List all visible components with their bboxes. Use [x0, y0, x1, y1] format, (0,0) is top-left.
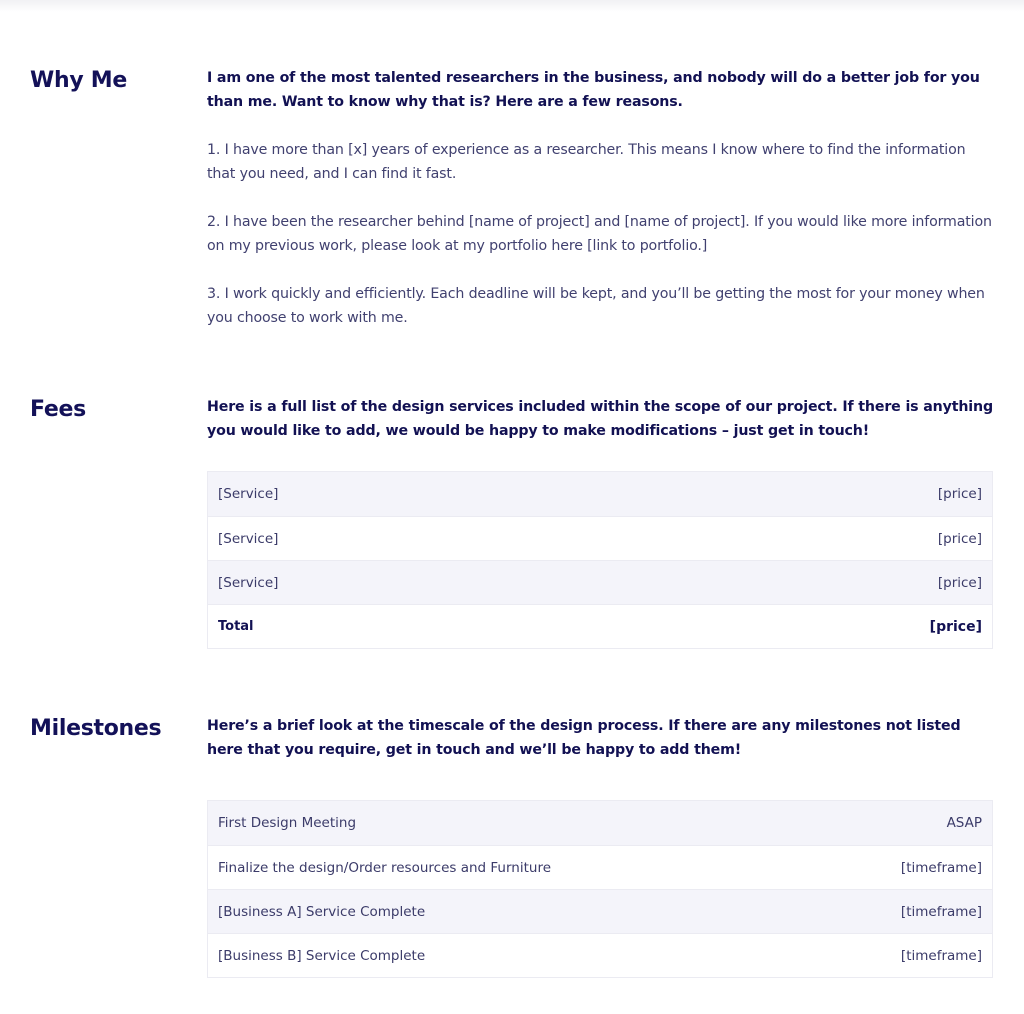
- table-row: [208, 516, 992, 560]
- milestone-timeframe: [timeframe]: [900, 903, 982, 920]
- fees-heading: Fees: [30, 397, 86, 422]
- why-me-heading: Why Me: [30, 68, 127, 93]
- service-price: [price]: [937, 530, 982, 547]
- why-me-content: [207, 66, 993, 330]
- table-row: [208, 801, 992, 845]
- fees-content: [207, 395, 993, 443]
- milestone-label: Finalize the design/Order resources and Furniture: [218, 859, 551, 876]
- service-label: [Service]: [218, 486, 279, 502]
- milestones-table: [207, 800, 993, 978]
- total-price: [price]: [929, 618, 982, 635]
- milestones-content: [207, 714, 993, 762]
- milestone-timeframe: [timeframe]: [900, 859, 982, 876]
- fees-lead: Here is a full list of the design services included within the scope of our project. If there is anything you would like to add, we would be happy to make modifications – just get in touch!: [207, 399, 993, 439]
- why-me-point-3: 3. I work quickly and efficiently. Each deadline will be kept, and you’ll be getting the most for your money when you choose to work with me.: [207, 286, 985, 326]
- table-row: [208, 933, 992, 977]
- service-price: [price]: [937, 486, 982, 502]
- milestones-heading: Milestones: [30, 716, 162, 741]
- total-row: [208, 604, 992, 648]
- milestone-label: [Business A] Service Complete: [218, 903, 426, 920]
- top-edge-shadow: [0, 0, 1024, 12]
- why-me-lead: I am one of the most talented researchers in the business, and nobody will do a better job for you than me. Want to know why that is? Here are a few reasons.: [207, 70, 980, 110]
- milestone-timeframe: ASAP: [946, 815, 982, 831]
- table-row: [208, 889, 992, 933]
- milestone-timeframe: [timeframe]: [900, 947, 982, 964]
- fees-table: [207, 471, 993, 649]
- service-price: [price]: [937, 574, 982, 591]
- service-label: [Service]: [218, 530, 279, 547]
- table-row: [208, 845, 992, 889]
- service-label: [Service]: [218, 574, 279, 591]
- why-me-point-1: 1. I have more than [x] years of experience as a researcher. This means I know where to find the information that you need, and I can find it fast.: [207, 142, 966, 182]
- milestone-label: [Business B] Service Complete: [218, 947, 426, 964]
- table-row: [208, 560, 992, 604]
- why-me-point-2: 2. I have been the researcher behind [name of project] and [name of project]. If you would like more information on my previous work, please look at my portfolio here [link to portfolio.]: [207, 214, 992, 254]
- milestones-lead: Here’s a brief look at the timescale of the design process. If there are any milestones not listed here that you require, get in touch and we’ll be happy to add them!: [207, 718, 961, 758]
- table-row: [208, 472, 992, 516]
- total-label: Total: [218, 619, 254, 634]
- milestone-label: First Design Meeting: [218, 815, 357, 831]
